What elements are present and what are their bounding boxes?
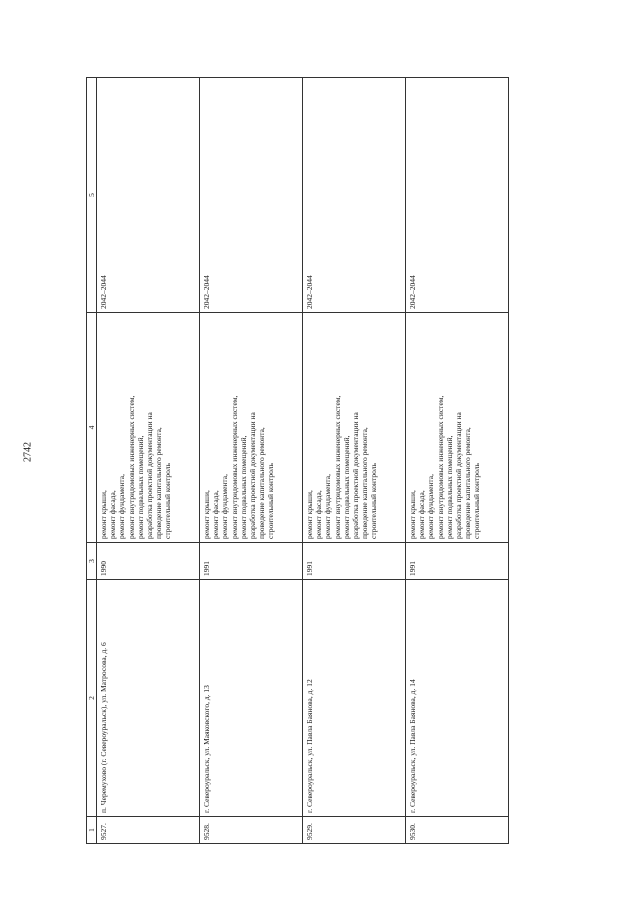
work-item: проведение капитального ремонта, <box>257 427 267 539</box>
year-cell: 1991 <box>200 543 303 580</box>
year-cell: 1990 <box>97 543 200 580</box>
address-cell: г. Североуральск, ул. Павла Баянова, д. 12 <box>303 580 406 817</box>
work-item: проведение капитального ремонта, <box>154 427 164 539</box>
year-cell: 1991 <box>303 543 406 580</box>
works-cell <box>97 313 200 543</box>
work-item: разработка проектной документации на <box>145 412 155 539</box>
work-item: ремонт фундамента, <box>117 474 127 539</box>
row-number-cell: 9529. <box>303 817 406 844</box>
work-item: строительный контроль <box>369 463 379 539</box>
work-item: ремонт внутридомовых инженерных систем, <box>229 395 239 539</box>
header-row <box>87 78 97 844</box>
period-cell: 2042–2044 <box>406 78 509 313</box>
year-cell: 1991 <box>406 543 509 580</box>
period-cell: 2042–2044 <box>303 78 406 313</box>
work-item: ремонт фасада, <box>108 490 118 539</box>
work-item: ремонт фасада, <box>314 490 324 539</box>
work-item: разработка проектной документации на <box>454 412 464 539</box>
period-cell: 2042–2044 <box>200 78 303 313</box>
work-item: ремонт подвальных помещений, <box>135 435 145 539</box>
work-item: ремонт крыши, <box>305 490 314 539</box>
work-item: строительный контроль <box>163 463 173 539</box>
address-cell: г. Североуральск, ул. Павла Баянова, д. 14 <box>406 580 509 817</box>
table-row <box>303 78 406 844</box>
work-item: ремонт фундамента, <box>220 474 230 539</box>
address-cell: г. Североуральск, ул. Маяковского, д. 13 <box>200 580 303 817</box>
rotated-table-frame <box>86 78 508 844</box>
works-cell <box>406 313 509 543</box>
period-cell: 2042–2044 <box>97 78 200 313</box>
row-number-cell: 9527. <box>97 817 200 844</box>
row-number-cell: 9528. <box>200 817 303 844</box>
work-item: ремонт подвальных помещений, <box>341 435 351 539</box>
row-number-cell: 9530. <box>406 817 509 844</box>
table-body <box>97 78 509 844</box>
table-container <box>86 78 508 844</box>
header-col-3: 3 <box>87 543 97 580</box>
table-row <box>406 78 509 844</box>
work-item: ремонт внутридомовых инженерных систем, <box>332 395 342 539</box>
header-col-4: 4 <box>87 313 97 543</box>
header-col-1: 1 <box>87 817 97 844</box>
work-item: разработка проектной документации на <box>248 412 258 539</box>
work-item: ремонт фасада, <box>417 490 427 539</box>
work-item: ремонт фундамента, <box>426 474 436 539</box>
work-item: ремонт фасада, <box>211 490 221 539</box>
work-item: разработка проектной документации на <box>351 412 361 539</box>
work-item: строительный контроль <box>266 463 276 539</box>
page-number: 2742 <box>22 442 34 462</box>
work-item: ремонт крыши, <box>99 490 108 539</box>
work-item: строительный контроль <box>472 463 482 539</box>
works-cell <box>303 313 406 543</box>
works-cell <box>200 313 303 543</box>
table-row <box>200 78 303 844</box>
repair-schedule-table <box>86 77 509 844</box>
header-col-2: 2 <box>87 580 97 817</box>
work-item: проведение капитального ремонта, <box>360 427 370 539</box>
work-item: ремонт крыши, <box>408 490 417 539</box>
work-item: ремонт крыши, <box>202 490 211 539</box>
work-item: ремонт подвальных помещений, <box>238 435 248 539</box>
work-item: ремонт фундамента, <box>323 474 333 539</box>
table-row <box>97 78 200 844</box>
work-item: ремонт подвальных помещений, <box>444 435 454 539</box>
work-item: ремонт внутридомовых инженерных систем, <box>126 395 136 539</box>
work-item: проведение капитального ремонта, <box>463 427 473 539</box>
header-col-5: 5 <box>87 78 97 313</box>
work-item: ремонт внутридомовых инженерных систем, <box>435 395 445 539</box>
address-cell: п. Черемухово (г. Североуральск), ул. Матросова, д. 6 <box>97 580 200 817</box>
